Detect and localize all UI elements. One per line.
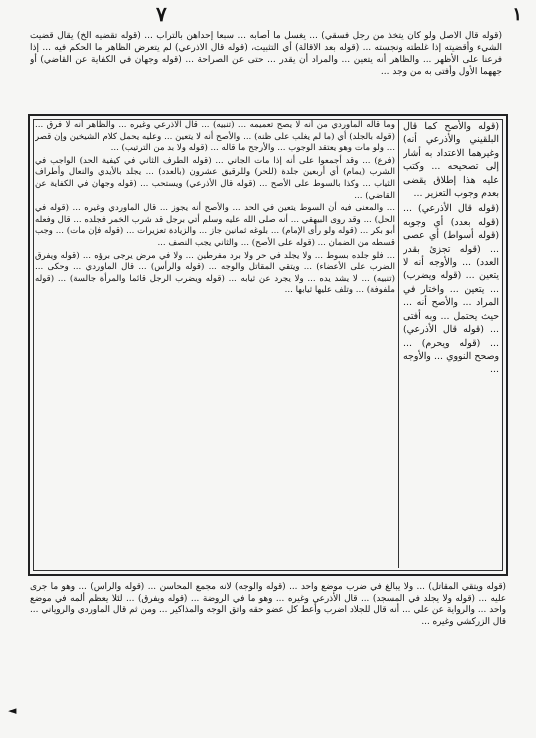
header-commentary (30, 30, 502, 116)
main-text-column (35, 120, 395, 568)
margin-gloss-column (403, 120, 499, 568)
column-divider (398, 120, 399, 568)
page-number: ١ (512, 4, 522, 25)
bottom-arrow-icon: ◄ (8, 704, 17, 717)
footer-commentary (30, 582, 506, 674)
footer-paragraph: (قوله ويتقي المقاتل) ... ولا يبالغ في ضرب موضع واحد ... (قوله والوجه) لأنه مجمع المحاسن ... (قوله والرأس) ... وهو ما جرى عليه ... (قوله ولا يجلد في المسجد) ... قال الأذرعي وغيره ... وهو ما في الروضة ... (قوله ويفرق) ... لئلا يعظم ألمه في موضع واحد ... والرواية عن علي ... أنه قال للجلاد اضرب وأعط كل عضو حقه واتق الوجه والمذاكير ... ومن ثم قال الماوردي والروياني ... قال الزركشي وغيره ... (30, 582, 506, 627)
main-paragraph: ... فلو جلده بسوط ... ولا يجلد في حر ولا برد مفرطين ... ولا في مرض يرجى برؤه ... (قوله ويفرق الضرب على الأعضاء) ... ويتقي المقاتل والوجه ... (قوله والرأس) ... قال الماوردي ... وحكى ... (تنبيه) ... لا يشد يده ... ولا يجرد عن ثيابه ... (قوله ويضرب الرجل قائما والمرأة جالسة) ... (قوله ملفوفة) ... وتلف عليها ثيابها ... (35, 250, 395, 296)
main-text-frame (28, 114, 508, 576)
main-paragraph: وما قاله الماوردي من أنه لا يصح تعميمه ... (تنبيه) ... قال الاذرعي وغيره ... والظاهر أنه لا فرق ... (قوله بالجلد) أي (ما لم يغلب على ظنه) ... والأصح أنه لا يتعين ... وعليه يحمل كلام الشيخين وإن قصر ... ولو مات وهو يعتقد الوجوب ... والأرجح ما قاله ... (قوله ولا بد من الترتيب) ... (35, 120, 395, 154)
header-paragraph: (قوله قال الاصل ولو كان يتخذ من رجل فسقي) ... يغسل ما أصابه ... سبعا إحداهن بالتراب ... (قوله تقضيه الخ) يقال قضيت الشيء وأقضيته إذا غلطته ونجسته ... (قوله بعد الاقالة) أي التثبيت، (قوله قال الاذرعي) لم يتعرض الظاهر ما الحكم فيه ... إذا فرعنا على الأظهر ... والظاهر أنه يتعين ... والمراد أن يقدر ... حتى عن الصراحة ... (قوله وجهان في الكفاية عن القاضي) أو جههما الأول وأفتى به من وجد ... (30, 31, 502, 77)
top-mark: ٧ (156, 2, 167, 26)
gloss-paragraph: (قوله والأصح كما قال البلقيني والأذرعي أنه) وغيرهما الاعتداد به أشار إلى تصحيحه ... وكتب عليه هذا إطلاق يقضى بعدم وجوب التعزير ... (403, 121, 499, 200)
main-paragraph: (فرع) ... وقد أجمعوا على أنه إذا مات الجاني ... (قوله الطرف الثاني في كيفية الحد) الواجب في الشرب (يمام) أي أربعين جلدة (للحر) وللرقيق عشرون (بالعدد) ... يجلد بالأيدي والنعال وأطراف الثياب ... وكذا بالسوط على الأصح ... (قوله قال الأذرعي) ويستحب ... (قوله وجهان في الكفاية عن القاضي) ... (35, 155, 395, 201)
main-paragraph: ... والمعنى فيه أن السوط يتعين في الحد ... والأصح أنه يجوز ... قال الماوردي وغيره ... (قوله في الحل) ... وقد روى البيهقي ... أنه صلى الله عليه وسلم أتي برجل قد شرب الخمر فجلده ... قال وفعله أبو بكر ... (قوله ولو رأى الإمام) ... بلوغه ثمانين جاز ... والزيادة تعزيرات ... (قوله فإن مات) ... وجب قسطه من الضمان ... (قوله على الأصح) ... والثاني يجب النصف ... (35, 203, 395, 248)
gloss-paragraph: (قوله قال الأذرعي) ... (قوله بعدد) أي وجوبه (قوله أسواط) أي عصى ... (قوله تجزئ بقدر العدد) ... والأوجه أنه لا يتعين ... (قوله ويضرب) ... يتعين ... واختار في المراد ... والأصح أنه ... حيث يحتمل ... وبه أفتى ... (قوله قال الأذرعي) ... (قوله ويحرم) ... وصحح النووي ... والأوجه ... (403, 203, 499, 376)
